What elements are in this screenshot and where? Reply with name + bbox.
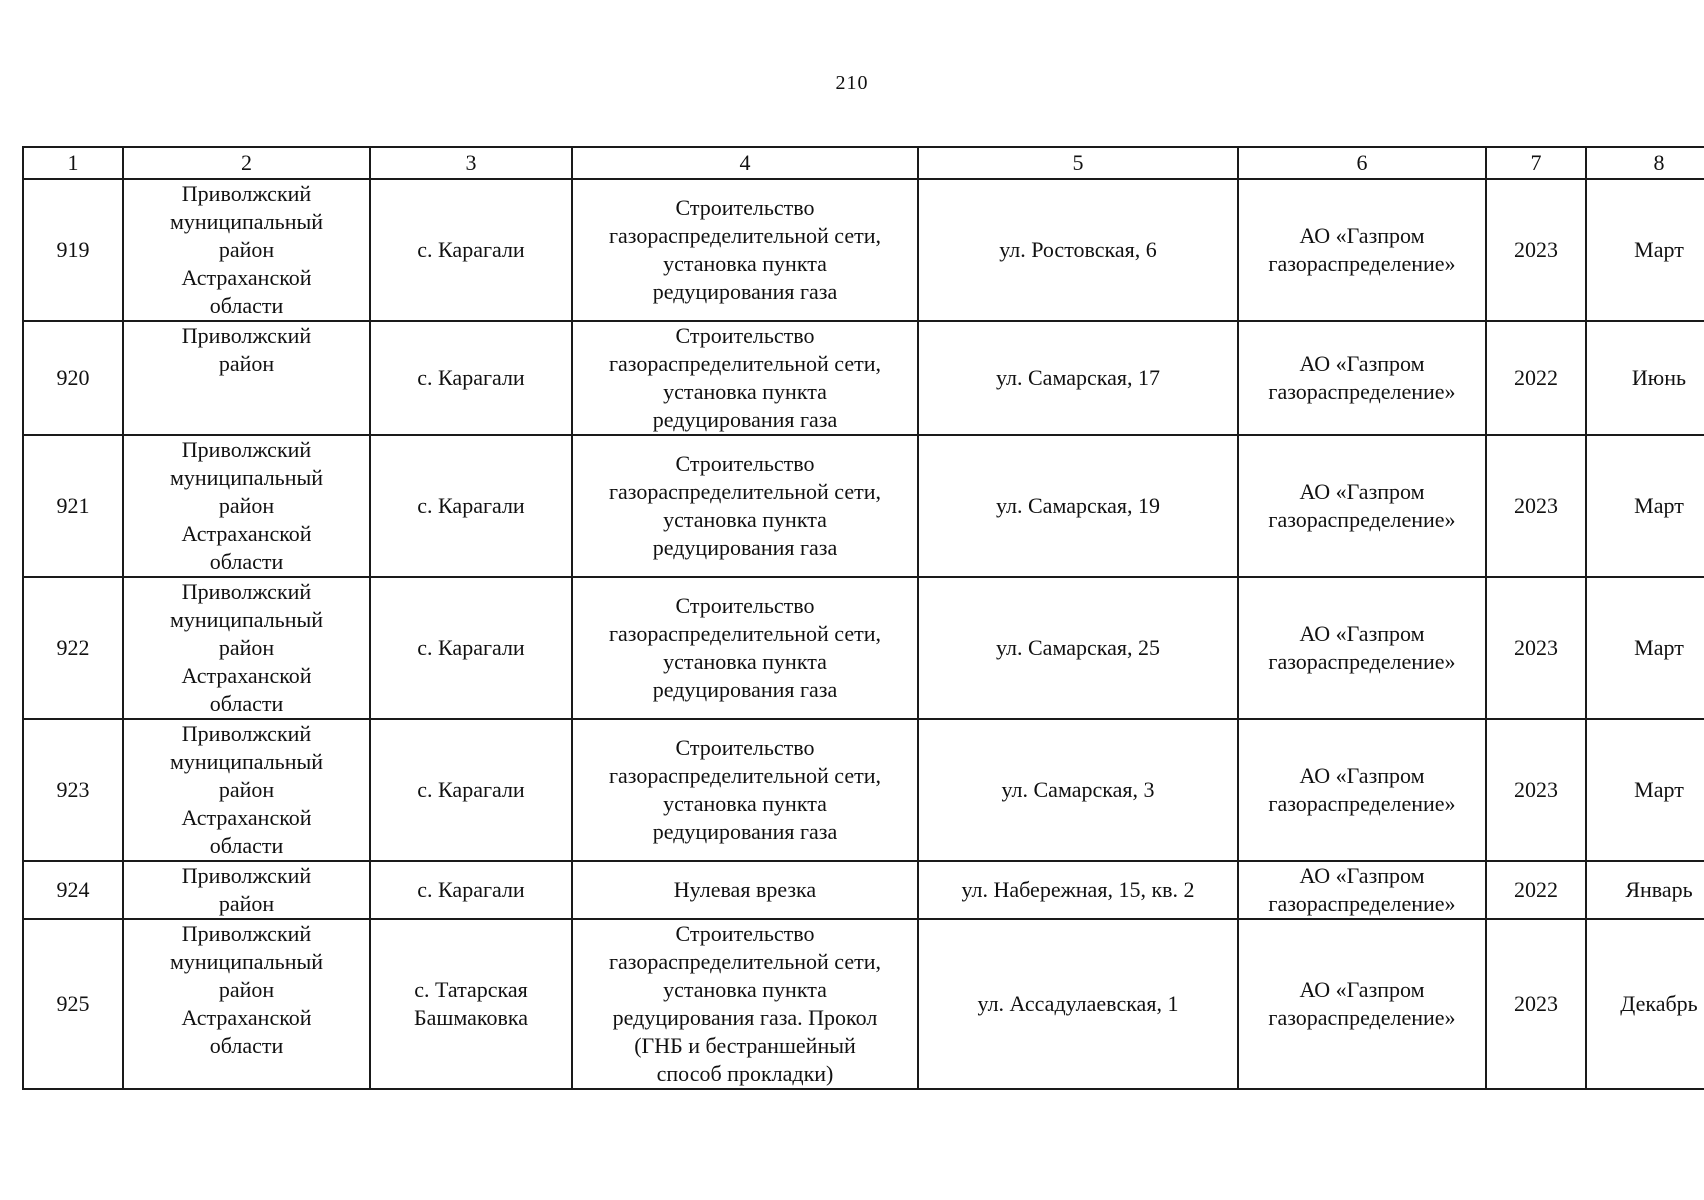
row-number: 919 [23, 179, 123, 321]
table-row [23, 435, 1704, 577]
header-col-1: 1 [23, 147, 123, 179]
gasification-table-container [22, 146, 1698, 1090]
table-row [23, 719, 1704, 861]
table-header [23, 147, 1704, 179]
work-cell: Строительство газораспределительной сети, установка пункта редуцирования газа [572, 321, 918, 435]
settlement-cell: с. Карагали [370, 179, 572, 321]
month-cell: Март [1586, 435, 1704, 577]
organization-cell: АО «Газпром газораспределение» [1238, 435, 1486, 577]
work-cell: Строительство газораспределительной сети, установка пункта редуцирования газа. Прокол (ГНБ и бестраншейный способ прокладки) [572, 919, 918, 1089]
work-cell: Строительство газораспределительной сети, установка пункта редуцирования газа [572, 179, 918, 321]
header-col-5: 5 [918, 147, 1238, 179]
header-col-6: 6 [1238, 147, 1486, 179]
district-cell: Приволжский район [123, 861, 370, 919]
table-row [23, 179, 1704, 321]
address-cell: ул. Самарская, 19 [918, 435, 1238, 577]
settlement-cell: с. Карагали [370, 321, 572, 435]
table-body [23, 179, 1704, 1089]
work-cell: Строительство газораспределительной сети, установка пункта редуцирования газа [572, 435, 918, 577]
work-cell: Строительство газораспределительной сети, установка пункта редуцирования газа [572, 577, 918, 719]
page-number: 210 [835, 72, 869, 94]
address-cell: ул. Набережная, 15, кв. 2 [918, 861, 1238, 919]
district-cell: Приволжский муниципальный район Астраханской области [123, 577, 370, 719]
district-cell: Приволжский район [123, 321, 370, 435]
address-cell: ул. Самарская, 17 [918, 321, 1238, 435]
address-cell: ул. Самарская, 3 [918, 719, 1238, 861]
month-cell: Март [1586, 719, 1704, 861]
organization-cell: АО «Газпром газораспределение» [1238, 577, 1486, 719]
organization-cell: АО «Газпром газораспределение» [1238, 719, 1486, 861]
work-cell: Строительство газораспределительной сети, установка пункта редуцирования газа [572, 719, 918, 861]
month-cell: Март [1586, 577, 1704, 719]
header-col-7: 7 [1486, 147, 1586, 179]
row-number: 920 [23, 321, 123, 435]
address-cell: ул. Ассадулаевская, 1 [918, 919, 1238, 1089]
year-cell: 2023 [1486, 919, 1586, 1089]
table-row [23, 861, 1704, 919]
row-number: 923 [23, 719, 123, 861]
table-row [23, 577, 1704, 719]
year-cell: 2023 [1486, 719, 1586, 861]
header-col-4: 4 [572, 147, 918, 179]
table-row [23, 321, 1704, 435]
year-cell: 2023 [1486, 435, 1586, 577]
district-cell: Приволжский муниципальный район Астраханской области [123, 435, 370, 577]
header-row [23, 147, 1704, 179]
organization-cell: АО «Газпром газораспределение» [1238, 321, 1486, 435]
organization-cell: АО «Газпром газораспределение» [1238, 919, 1486, 1089]
row-number: 924 [23, 861, 123, 919]
organization-cell: АО «Газпром газораспределение» [1238, 861, 1486, 919]
header-col-8: 8 [1586, 147, 1704, 179]
district-cell: Приволжский муниципальный район Астраханской области [123, 179, 370, 321]
month-cell: Март [1586, 179, 1704, 321]
year-cell: 2022 [1486, 321, 1586, 435]
settlement-cell: с. Карагали [370, 435, 572, 577]
gasification-table [22, 146, 1704, 1090]
year-cell: 2022 [1486, 861, 1586, 919]
month-cell: Декабрь [1586, 919, 1704, 1089]
row-number: 922 [23, 577, 123, 719]
year-cell: 2023 [1486, 577, 1586, 719]
header-col-3: 3 [370, 147, 572, 179]
settlement-cell: с. Татарская Башмаковка [370, 919, 572, 1089]
organization-cell: АО «Газпром газораспределение» [1238, 179, 1486, 321]
year-cell: 2023 [1486, 179, 1586, 321]
district-cell: Приволжский муниципальный район Астраханской области [123, 919, 370, 1089]
settlement-cell: с. Карагали [370, 861, 572, 919]
settlement-cell: с. Карагали [370, 577, 572, 719]
settlement-cell: с. Карагали [370, 719, 572, 861]
address-cell: ул. Ростовская, 6 [918, 179, 1238, 321]
header-col-2: 2 [123, 147, 370, 179]
month-cell: Июнь [1586, 321, 1704, 435]
month-cell: Январь [1586, 861, 1704, 919]
row-number: 921 [23, 435, 123, 577]
table-row [23, 919, 1704, 1089]
district-cell: Приволжский муниципальный район Астраханской области [123, 719, 370, 861]
row-number: 925 [23, 919, 123, 1089]
address-cell: ул. Самарская, 25 [918, 577, 1238, 719]
work-cell: Нулевая врезка [572, 861, 918, 919]
